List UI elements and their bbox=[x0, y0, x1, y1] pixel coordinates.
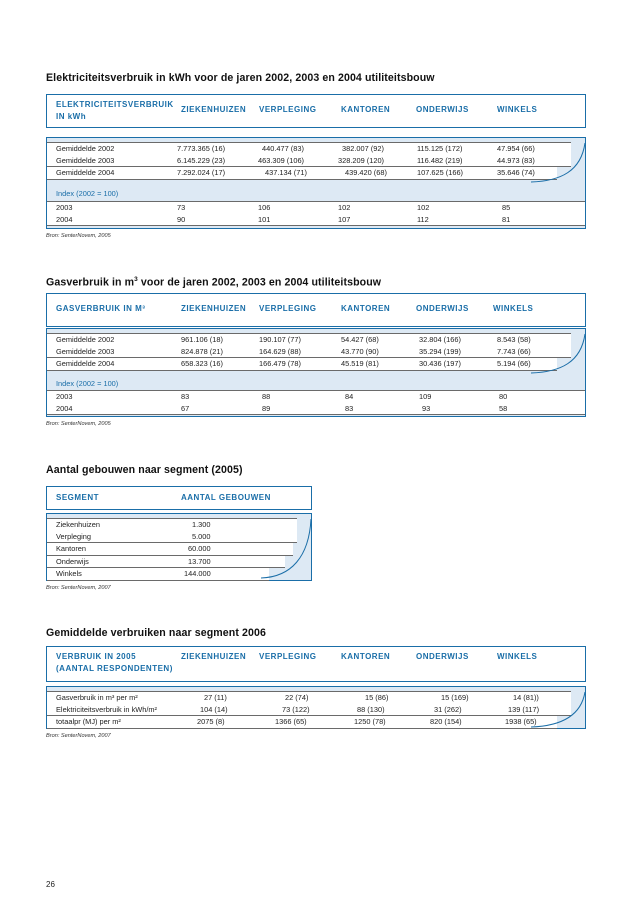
table-cell: 1.300 bbox=[192, 520, 211, 529]
table-cell: 164.629 (88) bbox=[259, 346, 301, 356]
table4-header bbox=[46, 646, 586, 682]
table-cell: 73 bbox=[177, 203, 186, 212]
table3-header-col1: AANTAL GEBOUWEN bbox=[181, 493, 271, 502]
table-cell: 30.436 (197) bbox=[419, 359, 461, 368]
table-row bbox=[47, 358, 557, 371]
table-cell: Gasverbruik in m³ per m² bbox=[56, 693, 138, 702]
table-cell: 109 bbox=[419, 392, 432, 401]
table-row bbox=[47, 556, 285, 569]
table4-body bbox=[46, 686, 586, 729]
table-cell: 58 bbox=[499, 403, 508, 413]
table-cell: 104 (14) bbox=[200, 704, 228, 714]
table-cell: totaalpr (MJ) per m² bbox=[56, 717, 121, 726]
table-cell: 47.954 (66) bbox=[497, 144, 535, 153]
table-cell: 54.427 (68) bbox=[341, 335, 379, 344]
table1-header-col4: ONDERWIJS bbox=[416, 105, 469, 114]
table-cell: 22 (74) bbox=[285, 693, 309, 702]
table3-header-col0: SEGMENT bbox=[56, 493, 100, 502]
table1-header-col1: ZIEKENHUIZEN bbox=[181, 105, 247, 114]
table-cell: Ziekenhuizen bbox=[56, 520, 100, 529]
table2-index-label: Index (2002 = 100) bbox=[56, 379, 119, 388]
table-cell: 35.646 (74) bbox=[497, 168, 535, 177]
table2-header-col5: WINKELS bbox=[493, 304, 534, 313]
table-cell: 2004 bbox=[56, 403, 73, 413]
table-cell: 5.194 (66) bbox=[497, 359, 531, 368]
table-cell: 2004 bbox=[56, 214, 73, 224]
table-cell: 107.625 (166) bbox=[417, 168, 464, 177]
table-cell: Gemiddelde 2003 bbox=[56, 346, 115, 356]
table-row bbox=[47, 346, 571, 359]
table-cell: 1938 (65) bbox=[505, 717, 537, 726]
table1-body bbox=[46, 137, 586, 229]
table4-header-sub: (AANTAL RESPONDENTEN) bbox=[56, 664, 173, 673]
table4-header-col5: WINKELS bbox=[497, 652, 538, 661]
table-cell: 8.543 (58) bbox=[497, 335, 531, 344]
table-row bbox=[47, 691, 571, 705]
table-cell: 90 bbox=[177, 214, 186, 224]
table-cell: 144.000 bbox=[184, 569, 211, 578]
table-cell: 2075 (8) bbox=[197, 717, 225, 726]
table4-header-col3: KANTOREN bbox=[341, 652, 391, 661]
table3-body bbox=[46, 513, 312, 581]
table-row bbox=[47, 214, 585, 227]
table-cell: 1366 (65) bbox=[275, 717, 307, 726]
table-cell: 93 bbox=[422, 403, 431, 413]
table-cell: 7.773.365 (16) bbox=[177, 144, 226, 153]
table2-title-rest: voor de jaren 2002, 2003 en 2004 utiliteitsbouw bbox=[137, 276, 382, 289]
table-cell: Gemiddelde 2004 bbox=[56, 168, 115, 177]
table-cell: 437.134 (71) bbox=[265, 168, 307, 177]
table-cell: 83 bbox=[345, 403, 354, 413]
table1-source: Bron: SenterNovem, 2005 bbox=[46, 233, 111, 239]
table-cell: 116.482 (219) bbox=[417, 155, 463, 165]
table-row bbox=[47, 390, 585, 404]
table-cell: 88 (130) bbox=[357, 704, 385, 714]
table-cell: Elektriciteitsverbruik in kWh/m² bbox=[56, 704, 158, 714]
table-cell: 1250 (78) bbox=[354, 717, 386, 726]
table2-title bbox=[46, 276, 381, 289]
table2-source: Bron: SenterNovem, 2005 bbox=[46, 421, 111, 427]
table-cell: 107 bbox=[338, 214, 351, 224]
table2-header-col1: ZIEKENHUIZEN bbox=[181, 304, 247, 313]
table-row bbox=[47, 403, 585, 416]
table-cell: 84 bbox=[345, 392, 354, 401]
table-cell: 101 bbox=[258, 214, 271, 224]
table-cell: 80 bbox=[499, 392, 508, 401]
table-row bbox=[47, 333, 571, 347]
table-cell: 440.477 (83) bbox=[262, 144, 304, 153]
table4-header-col2: VERPLEGING bbox=[259, 652, 317, 661]
table-row bbox=[47, 704, 571, 717]
table3-title: Aantal gebouwen naar segment (2005) bbox=[46, 464, 243, 476]
table-cell: Verpleging bbox=[56, 531, 91, 541]
table-row bbox=[47, 543, 293, 556]
page-number: 26 bbox=[46, 880, 55, 889]
table-row bbox=[47, 167, 557, 180]
table1-header-col2: VERPLEGING bbox=[259, 105, 317, 114]
table2-curve-decoration bbox=[531, 332, 586, 374]
table2-header-col4: ONDERWIJS bbox=[416, 304, 469, 313]
table-cell: 102 bbox=[338, 203, 351, 212]
table2-title-sup: 3 bbox=[134, 276, 138, 283]
table2-header-col3: KANTOREN bbox=[341, 304, 391, 313]
table4-header-col0: VERBRUIK IN 2005 bbox=[56, 652, 137, 661]
table-cell: 81 bbox=[502, 214, 511, 224]
table-cell: 45.519 (81) bbox=[341, 359, 379, 368]
table2-title-main: Gasverbruik in m bbox=[46, 276, 135, 289]
table-cell: 658.323 (16) bbox=[181, 359, 223, 368]
table-cell: 166.479 (78) bbox=[259, 359, 301, 368]
table1-header-col5: WINKELS bbox=[497, 105, 538, 114]
table1-title: Elektriciteitsverbruik in kWh voor de jaren 2002, 2003 en 2004 utiliteitsbouw bbox=[46, 72, 435, 84]
table4-source: Bron: SenterNovem, 2007 bbox=[46, 733, 111, 739]
table-row bbox=[47, 716, 557, 729]
table4-header-col4: ONDERWIJS bbox=[416, 652, 469, 661]
table-cell: 382.007 (92) bbox=[342, 144, 384, 153]
table-cell: 463.309 (106) bbox=[258, 155, 305, 165]
table-cell: 328.209 (120) bbox=[338, 155, 385, 165]
table-cell: 439.420 (68) bbox=[345, 168, 387, 177]
table-cell: 44.973 (83) bbox=[497, 155, 535, 165]
table-cell: 102 bbox=[417, 203, 430, 212]
table-cell: 88 bbox=[262, 392, 271, 401]
table1-index-label: Index (2002 = 100) bbox=[56, 189, 119, 198]
table2-body bbox=[46, 328, 586, 417]
table-cell: 6.145.229 (23) bbox=[177, 155, 226, 165]
table2-header-col0: GASVERBRUIK IN M³ bbox=[56, 304, 146, 313]
table-cell: 7.743 (66) bbox=[497, 346, 531, 356]
table-cell: 15 (169) bbox=[441, 693, 469, 702]
table1-header-col0: ELEKTRICITEITSVERBRUIK IN kWh bbox=[56, 100, 174, 121]
table1-curve-decoration bbox=[531, 141, 586, 183]
table-cell: Gemiddelde 2004 bbox=[56, 359, 115, 368]
table-cell: 820 (154) bbox=[430, 717, 462, 726]
table-cell: Winkels bbox=[56, 569, 82, 578]
table-cell: 824.878 (21) bbox=[181, 346, 223, 356]
table-cell: 83 bbox=[181, 392, 190, 401]
table-cell: 15 (86) bbox=[365, 693, 389, 702]
table-cell: 13.700 bbox=[188, 556, 211, 566]
table2-header bbox=[46, 293, 586, 327]
table-cell: 7.292.024 (17) bbox=[177, 168, 226, 177]
table1-header bbox=[46, 94, 586, 128]
table-cell: 139 (117) bbox=[508, 704, 540, 714]
table4-curve-decoration bbox=[531, 690, 586, 728]
table-cell: Gemiddelde 2002 bbox=[56, 144, 115, 153]
table-cell: 85 bbox=[502, 203, 511, 212]
table-cell: 32.804 (166) bbox=[419, 335, 461, 344]
table-cell: 5.000 bbox=[192, 531, 211, 541]
table-cell: Onderwijs bbox=[56, 556, 89, 566]
table3-curve-decoration bbox=[261, 517, 312, 579]
table-cell: 2003 bbox=[56, 203, 73, 212]
table-row bbox=[47, 568, 269, 581]
table-cell: Kantoren bbox=[56, 544, 86, 553]
table-cell: 31 (262) bbox=[434, 704, 462, 714]
table3-source: Bron: SenterNovem, 2007 bbox=[46, 585, 111, 591]
table-row bbox=[47, 531, 297, 544]
table-cell: 89 bbox=[262, 403, 271, 413]
table4-title: Gemiddelde verbruiken naar segment 2006 bbox=[46, 627, 266, 639]
table2-header-col2: VERPLEGING bbox=[259, 304, 317, 313]
table-row bbox=[47, 201, 585, 215]
table4-header-col1: ZIEKENHUIZEN bbox=[181, 652, 247, 661]
table-cell: 35.294 (199) bbox=[419, 346, 461, 356]
table-row bbox=[47, 518, 297, 532]
table-cell: 112 bbox=[417, 214, 429, 224]
table-cell: 190.107 (77) bbox=[259, 335, 301, 344]
table3-header bbox=[46, 486, 312, 510]
table-row bbox=[47, 155, 571, 168]
table-cell: 961.106 (18) bbox=[181, 335, 223, 344]
table-row bbox=[47, 142, 571, 156]
table-cell: Gemiddelde 2002 bbox=[56, 335, 115, 344]
table-cell: 60.000 bbox=[188, 544, 211, 553]
table-cell: 2003 bbox=[56, 392, 73, 401]
table-cell: 14 (81)) bbox=[513, 693, 539, 702]
table-cell: 67 bbox=[181, 403, 190, 413]
table-cell: Gemiddelde 2003 bbox=[56, 155, 115, 165]
table-cell: 106 bbox=[258, 203, 271, 212]
table-cell: 73 (122) bbox=[282, 704, 310, 714]
table-cell: 27 (11) bbox=[204, 693, 227, 702]
table1-header-col3: KANTOREN bbox=[341, 105, 391, 114]
table-cell: 43.770 (90) bbox=[341, 346, 379, 356]
table-cell: 115.125 (172) bbox=[417, 144, 463, 153]
